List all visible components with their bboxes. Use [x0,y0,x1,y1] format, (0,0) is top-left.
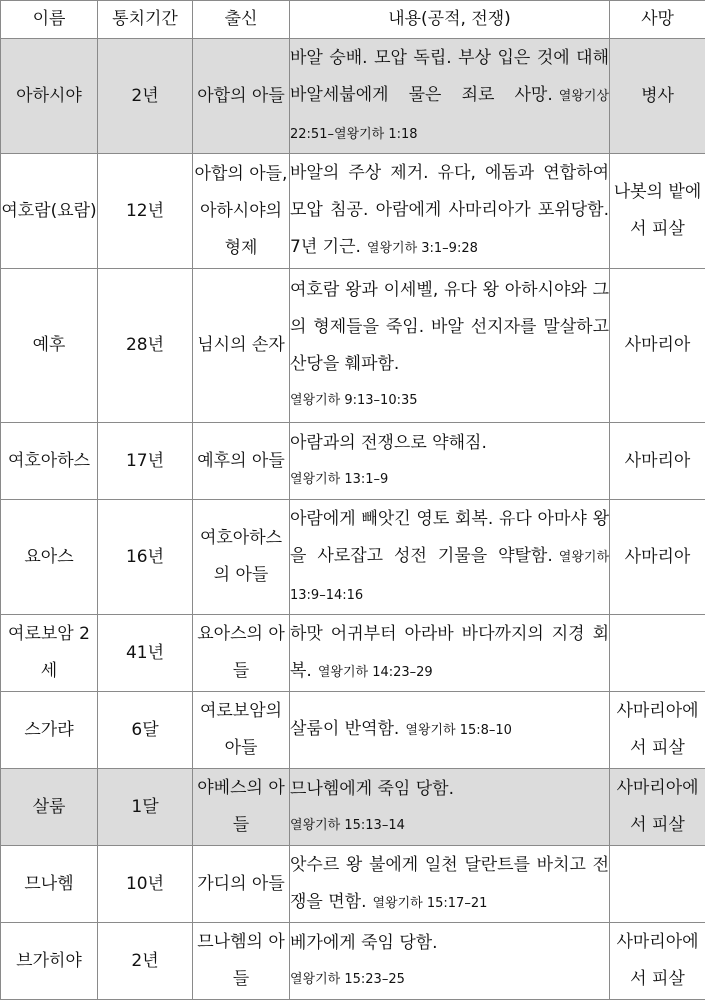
table-row [1,423,705,500]
cell-origin: 요아스의 아들 [193,615,290,692]
table-row [1,923,705,1000]
cell-death: 사마리아 [610,500,705,615]
cell-name: 요아스 [1,500,98,615]
scripture-reference: 열왕기하 15:23–25 [290,962,609,998]
cell-name: 살룸 [1,769,98,846]
table-row [1,692,705,769]
cell-death [610,615,705,692]
cell-content [290,615,610,692]
content-text: 바알의 주상 제거. 유다, 에돔과 연합하여 모압 침공. 아람에게 사마리아가 포위당함. 7년 기근. [290,163,609,257]
scripture-reference: 열왕기하 3:1–9:28 [367,241,478,256]
cell-reign: 2년 [98,923,193,1000]
cell-origin: 여호아하스의 아들 [193,500,290,615]
header-origin: 출신 [193,1,290,39]
header-name: 이름 [1,1,98,39]
content-text: 아람에게 빼앗긴 영토 회복. 유다 아마샤 왕을 사로잡고 성전 기물을 약탈함. [290,509,609,566]
cell-origin: 님시의 손자 [193,269,290,423]
cell-name: 여호람(요람) [1,154,98,269]
cell-reign: 10년 [98,846,193,923]
cell-name: 스가랴 [1,692,98,769]
cell-death: 사마리아에서 피살 [610,923,705,1000]
cell-content [290,769,610,846]
table-row [1,269,705,423]
cell-reign: 2년 [98,39,193,154]
table-row [1,615,705,692]
cell-name: 여로보암 2세 [1,615,98,692]
table-body [1,39,705,1000]
table-row [1,39,705,154]
cell-content [290,500,610,615]
cell-name: 여호아하스 [1,423,98,500]
cell-reign: 1달 [98,769,193,846]
cell-death: 사마리아에서 피살 [610,769,705,846]
content-text: 여호람 왕과 이세벨, 유다 왕 아하시야와 그의 형제들을 죽임. 바알 선지자를 말살하고 산당을 훼파함. [290,280,609,374]
cell-origin: 므나헴의 아들 [193,923,290,1000]
cell-name: 므나헴 [1,846,98,923]
cell-origin: 아합의 아들, 아하시야의 형제 [193,154,290,269]
cell-death: 사마리아 [610,423,705,500]
table-row [1,154,705,269]
scripture-reference: 열왕기하 14:23–29 [318,665,433,680]
cell-reign: 28년 [98,269,193,423]
cell-death [610,846,705,923]
cell-death: 병사 [610,39,705,154]
content-text: 베가에게 죽임 당함. [290,933,438,953]
cell-reign: 12년 [98,154,193,269]
content-text: 바알 숭배. 모압 독립. 부상 입은 것에 대해 바알세붑에게 물은 죄로 사망. [290,48,609,105]
scripture-reference: 열왕기하 15:8–10 [405,723,512,738]
cell-content [290,423,610,500]
cell-death: 나봇의 밭에서 피살 [610,154,705,269]
table-row [1,500,705,615]
header-content: 내용(공적, 전쟁) [290,1,610,39]
cell-name: 예후 [1,269,98,423]
cell-content [290,39,610,154]
cell-content [290,923,610,1000]
scripture-reference: 열왕기하 13:1–9 [290,462,609,498]
cell-name: 브가히야 [1,923,98,1000]
content-text: 하맛 어귀부터 아라바 바다까지의 지경 회복. [290,624,609,681]
table-row [1,846,705,923]
cell-death: 사마리아에서 피살 [610,692,705,769]
content-text: 아람과의 전쟁으로 약해짐. [290,433,487,453]
cell-death: 사마리아 [610,269,705,423]
header-row [1,1,705,39]
content-text: 므나헴에게 죽임 당함. [290,779,454,799]
cell-reign: 6달 [98,692,193,769]
cell-origin: 아합의 아들 [193,39,290,154]
cell-reign: 17년 [98,423,193,500]
scripture-reference: 열왕기하 15:17–21 [373,896,488,911]
content-text: 앗수르 왕 불에게 일천 달란트를 바치고 전쟁을 면함. [290,855,609,912]
scripture-reference: 열왕기하 13:9–14:16 [290,550,609,603]
scripture-reference: 열왕기상 22:51–열왕기하 1:18 [290,89,609,142]
cell-content [290,154,610,269]
scripture-reference: 열왕기하 15:13–14 [290,808,609,844]
cell-origin: 여로보암의 아들 [193,692,290,769]
table-row [1,769,705,846]
cell-origin: 야베스의 아들 [193,769,290,846]
cell-reign: 41년 [98,615,193,692]
cell-name: 아하시야 [1,39,98,154]
header-reign: 통치기간 [98,1,193,39]
cell-origin: 가디의 아들 [193,846,290,923]
scripture-reference: 열왕기하 9:13–10:35 [290,383,609,419]
cell-content [290,269,610,423]
content-text: 살룸이 반역함. [290,719,399,739]
cell-origin: 예후의 아들 [193,423,290,500]
header-death: 사망 [610,1,705,39]
cell-reign: 16년 [98,500,193,615]
cell-content [290,846,610,923]
cell-content [290,692,610,769]
